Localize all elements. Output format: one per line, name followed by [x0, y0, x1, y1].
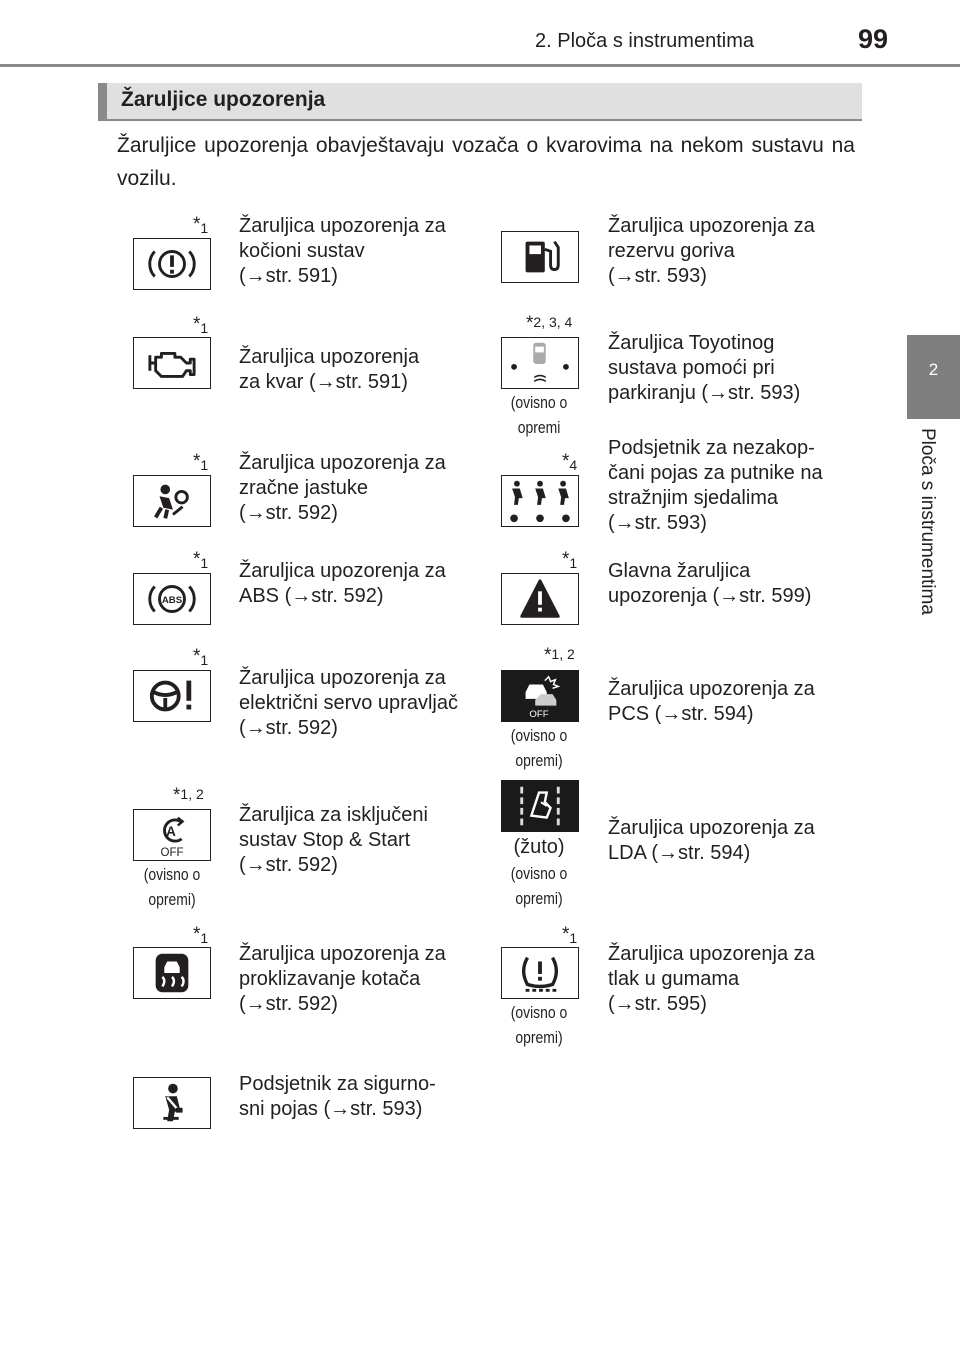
- lda-warning-description: Žaruljica upozorenja za LDA (→str. 594): [608, 817, 815, 864]
- equipment-note: (ovisno o opremi): [510, 1003, 568, 1047]
- pcs-warning-description: Žaruljica upozorenja za PCS (→str. 594): [608, 678, 815, 725]
- lda-icon: [501, 780, 579, 832]
- chapter-tab-label: Ploča s instrumentima: [917, 428, 938, 615]
- footnote-marker: $*_1$: [562, 924, 578, 946]
- footnote-marker: $*_1$: [193, 214, 209, 236]
- off-label: OFF: [160, 847, 184, 860]
- footnote-marker: $*_{1, 2}$: [173, 785, 204, 806]
- master-warning-icon: [501, 573, 579, 625]
- footnote-marker: $*_1$: [193, 451, 209, 473]
- tire-pressure-icon: [501, 947, 579, 999]
- svg-text:A: A: [166, 823, 176, 839]
- page-number: 99: [858, 24, 889, 54]
- fuel-warning-description: Žaruljica upozorenja za rezervu goriva (→str. 593): [608, 215, 815, 287]
- pcs-off-icon: [501, 670, 579, 722]
- check-engine-icon: [133, 337, 211, 389]
- footnote-marker: $*_1$: [562, 549, 578, 571]
- section-rule: [98, 119, 862, 121]
- footnote-marker: $*_1$: [193, 549, 209, 571]
- power-steering-description: Žaruljica upozorenja za električni servo upravljač (→str. 592): [239, 667, 458, 739]
- power-steering-icon: [133, 670, 211, 722]
- abs-icon: [133, 573, 211, 625]
- footnote-marker: $*_{1, 2}$: [544, 645, 575, 666]
- equipment-note: (ovisno o opremi): [143, 865, 201, 909]
- slip-warning-description: Žaruljica upozorenja za proklizavanje kotača (→str. 592): [239, 943, 446, 1015]
- airbag-icon: [133, 475, 211, 527]
- fuel-icon: [501, 231, 579, 283]
- parking-assist-icon: [501, 337, 579, 389]
- seatbelt-icon: [133, 1077, 211, 1129]
- airbag-warning-description: Žaruljica upozorenja za zračne jastuke (→str. 592): [239, 452, 446, 524]
- master-warning-description: Glavna žaruljica upozorenja (→str. 599): [608, 560, 812, 607]
- seatbelt-reminder-description: Podsjetnik za sigurno- sni pojas (→str. 593): [239, 1073, 436, 1120]
- equipment-note: (ovisno o opremi: [510, 393, 568, 437]
- equipment-note: (ovisno o opremi): [510, 726, 568, 770]
- abs-warning-description: Žaruljica upozorenja za ABS (→str. 592): [239, 560, 446, 607]
- tire-pressure-description: Žaruljica upozorenja za tlak u gumama (→str. 595): [608, 943, 815, 1015]
- color-note: (žuto): [513, 836, 565, 858]
- footnote-marker: $*_1$: [193, 314, 209, 336]
- footnote-marker: $*_{2, 3, 4}$: [526, 313, 573, 334]
- brake-warning-description: Žaruljica upozorenja za kočioni sustav (→str. 591): [239, 215, 446, 287]
- running-header-title: 2. Ploča s instrumentima: [535, 30, 754, 52]
- footnote-marker: $*_1$: [193, 924, 209, 946]
- footnote-marker: $*_4$: [562, 451, 578, 473]
- svg-text:ABS: ABS: [161, 594, 183, 606]
- engine-warning-description: Žaruljica upozorenja za kvar (→str. 591): [239, 346, 420, 393]
- rear-seatbelt-reminder-description: Podsjetnik za nezakop- čani pojas za putnike na stražnjim sjedalima (→str. 593): [608, 437, 823, 534]
- brake-warning-icon: [133, 238, 211, 290]
- intro-paragraph: Žaruljice upozorenja obavještavaju vozača o kvarovima na nekom sustavu na vozilu.: [117, 134, 855, 190]
- equipment-note: (ovisno o opremi): [510, 864, 568, 908]
- header-rule: [0, 64, 960, 67]
- parking-assist-description: Žaruljica Toyotinog sustava pomoći pri parkiranju (→str. 593): [608, 332, 801, 404]
- stop-start-description: Žaruljica za isključeni sustav Stop & Start (→str. 592): [239, 804, 428, 876]
- slip-indicator-icon: [133, 947, 211, 999]
- section-heading: [98, 83, 862, 119]
- chapter-tab: 2: [907, 335, 960, 419]
- off-label: OFF: [529, 709, 549, 721]
- rear-seatbelt-reminder-icon: [501, 475, 579, 527]
- stop-start-off-icon: [133, 809, 211, 861]
- section-title: Žaruljice upozorenja: [121, 88, 326, 111]
- footnote-marker: $*_1$: [193, 646, 209, 668]
